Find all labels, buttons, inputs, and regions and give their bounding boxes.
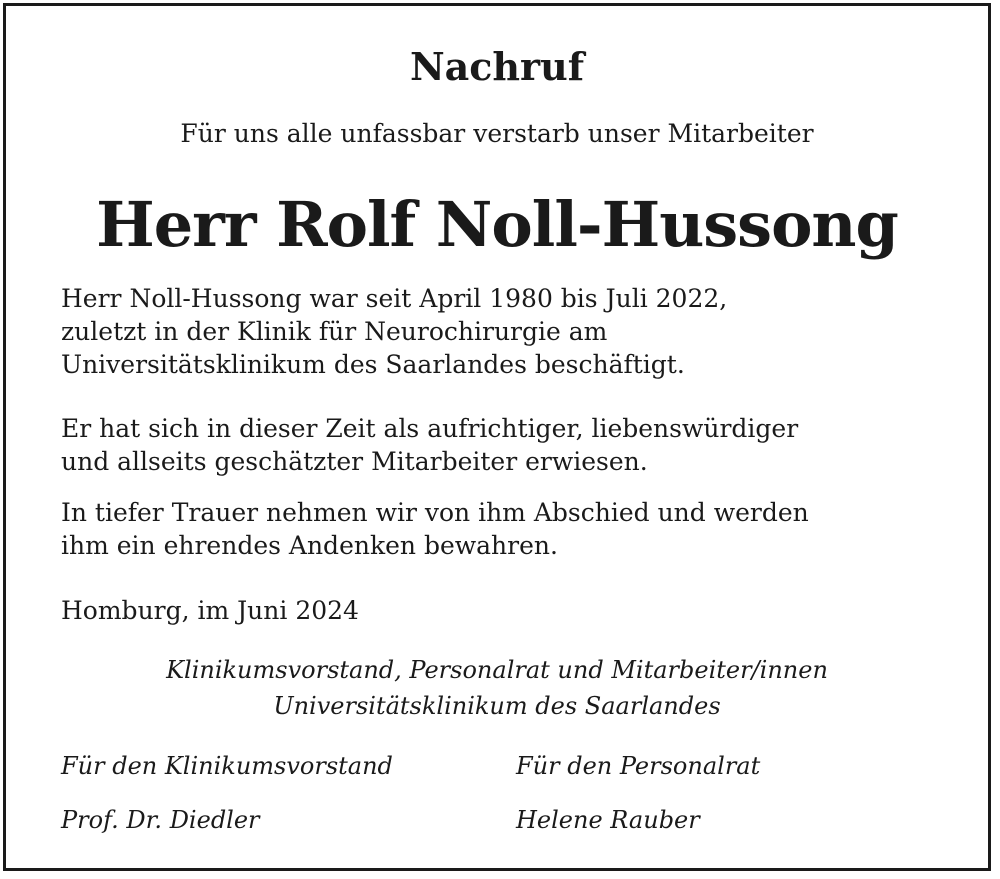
paragraph-line: und allseits geschätzter Mitarbeiter erwiesen. [61,447,648,476]
intro-text: Für uns alle unfassbar verstarb unser Mitarbeiter [180,119,814,148]
paragraph-line: In tiefer Trauer nehmen wir von ihm Abschied und werden [61,498,809,527]
paragraph-character [61,412,961,478]
signers-block [6,652,988,724]
notice-heading: Nachruf [409,44,585,89]
signers-line: Klinikumsvorstand, Personalrat und Mitarbeiter/innen [166,656,828,684]
paragraph-farewell [61,496,961,562]
paragraph-line: Herr Noll-Hussong war seit April 1980 bis Juli 2022, [61,284,728,313]
signature-right-role: Für den Personalrat [516,752,761,780]
place-date: Homburg, im Juni 2024 [61,596,359,625]
signature-right-name: Helene Rauber [516,806,700,834]
paragraph-line: zuletzt in der Klinik für Neurochirurgie am [61,317,608,346]
paragraph-line: Universitätsklinikum des Saarlandes beschäftigt. [61,350,685,379]
obituary-notice [3,3,991,871]
signers-line: Universitätsklinikum des Saarlandes [273,692,721,720]
paragraph-line: Er hat sich in dieser Zeit als aufrichtiger, liebenswürdiger [61,414,799,443]
paragraph-line: ihm ein ehrendes Andenken bewahren. [61,531,558,560]
deceased-name: Herr Rolf Noll-Hussong [96,188,898,261]
paragraph-employment [61,282,961,381]
signature-left-name: Prof. Dr. Diedler [61,806,260,834]
signature-left-role: Für den Klinikumsvorstand [61,752,393,780]
